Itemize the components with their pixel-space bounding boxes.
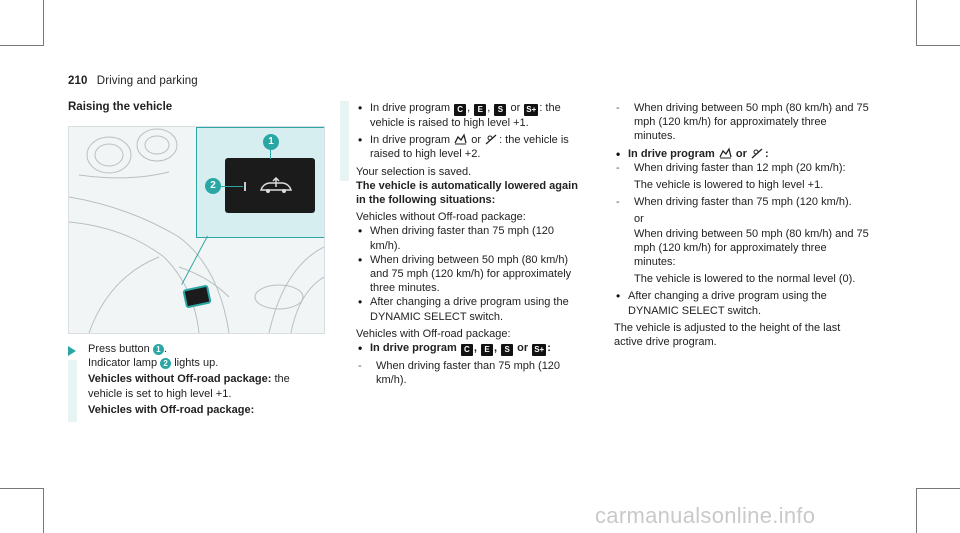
with-package-label: Vehicles with Off-road package: <box>88 403 255 416</box>
section-title: Raising the vehicle <box>68 101 173 113</box>
crop-mark <box>0 488 44 489</box>
indicator-line <box>88 356 318 370</box>
bullet-or: or <box>471 134 481 147</box>
step-press-button <box>88 342 318 356</box>
saved-note: Your selection is saved. <box>356 165 472 178</box>
key-s-icon: S <box>494 104 506 116</box>
dash-text: - When driving faster than 75 mph (120 km/h). <box>634 196 852 209</box>
indicator-suffix: lights up. <box>174 357 219 370</box>
without-package-note <box>88 372 318 400</box>
crop-mark <box>43 488 44 533</box>
key-e-icon: E <box>481 344 493 356</box>
dash-item: - When driving between 50 mph (80 km/h) and 75 mph (120 km/h) for approximately three minutes. <box>614 101 869 144</box>
crop-mark <box>916 0 917 46</box>
running-header <box>68 75 198 87</box>
bullet-text: In drive program <box>370 102 451 114</box>
list-item: • After changing a drive program using the DYNAMIC SELECT switch. <box>356 295 586 323</box>
key-e-icon: E <box>474 104 486 116</box>
column-3 <box>614 101 869 349</box>
detail-inset <box>196 127 325 238</box>
step-arrow-icon <box>68 346 76 356</box>
callout-1-leader <box>270 150 271 159</box>
dash-more: When driving between 50 mph (80 km/h) and 75 mph (120 km/h) for approximately three minutes: <box>634 227 869 269</box>
callout-1: 1 <box>263 134 279 150</box>
bullet-or: or <box>510 102 521 114</box>
incline-program-icon <box>485 133 498 145</box>
bullet-suffix: : the vehicle is raised to high level +2. <box>370 134 569 161</box>
column-2 <box>356 101 586 387</box>
dash-item <box>614 161 869 192</box>
column-1 <box>88 342 318 417</box>
key-s-plus-icon: S+ <box>526 105 537 114</box>
dash-note: The vehicle is lowered to the normal level (0). <box>634 273 856 286</box>
step-text: Press button <box>88 343 150 355</box>
callout-2-leader <box>221 186 243 187</box>
indicator-text: Indicator lamp <box>88 357 158 370</box>
text-bar <box>340 101 349 181</box>
without-package-label: Vehicles without Off-road package: <box>88 373 272 386</box>
page-number: 210 <box>68 75 88 87</box>
dash-or: or <box>634 213 644 226</box>
dash-item <box>614 195 869 286</box>
callout-ref-1: 1 <box>153 344 164 355</box>
callout-ref-2: 2 <box>160 358 171 369</box>
incline-program-icon <box>751 147 764 159</box>
dash-item: - When driving faster than 75 mph (120 km/h). <box>356 359 586 387</box>
bullet-text: In drive program <box>370 342 457 355</box>
crop-mark <box>0 45 44 46</box>
callout-2: 2 <box>205 178 221 194</box>
bullet-text: In drive program <box>628 147 715 160</box>
bullet-suffix: : the vehicle is raised to high level +1. <box>370 102 561 129</box>
text-bar <box>68 360 77 422</box>
bullet-or: or <box>735 147 747 160</box>
auto-lower-title: The vehicle is automatically lowered again in the following situations: <box>356 179 578 207</box>
vehicle-console-illustration <box>68 126 325 334</box>
key-s-icon: S <box>501 344 513 356</box>
bullet-colon: : <box>764 147 769 160</box>
bullet-colon: : <box>547 342 551 355</box>
without-package-text: the vehicle is set to high level +1. <box>88 373 290 400</box>
final-note: The vehicle is adjusted to the height of the last active drive program. <box>614 321 841 349</box>
header-section: Driving and parking <box>96 75 198 87</box>
key-c-icon: C <box>461 344 473 356</box>
list-item: • After changing a drive program using the DYNAMIC SELECT switch. <box>614 289 869 317</box>
list-item: • When driving faster than 75 mph (120 km/h). <box>356 224 586 252</box>
watermark: carmanualsonline.info <box>595 503 816 528</box>
indicator-lamp <box>244 182 246 191</box>
step-period: . <box>163 343 167 355</box>
key-s-plus-icon: S+ <box>534 345 545 355</box>
crop-mark <box>43 0 44 46</box>
dash-note: The vehicle is lowered to high level +1. <box>634 179 824 192</box>
crop-mark <box>916 488 917 533</box>
bullet-or: or <box>517 342 529 355</box>
list-item: • In drive program C , E , S or S+ : the vehicle is raised to high level +1. <box>356 101 586 130</box>
key-c-icon: C <box>454 104 466 116</box>
offroad-program-icon <box>454 133 467 145</box>
list-item: • When driving between 50 mph (80 km/h) and 75 mph (120 km/h) for approximately three minutes. <box>356 253 586 296</box>
without-package-heading: Vehicles without Off-road package: <box>356 211 526 224</box>
crop-mark <box>916 488 960 489</box>
list-item <box>614 147 869 161</box>
vehicle-level-icon <box>259 177 293 195</box>
crop-mark <box>916 45 960 46</box>
offroad-program-icon <box>719 147 732 159</box>
dash-text: - When driving faster than 12 mph (20 km/h): <box>634 161 846 174</box>
list-item: • In drive program C , E , S or S+ : <box>356 341 586 356</box>
list-item <box>356 133 586 161</box>
with-package-heading: Vehicles with Off-road package: <box>356 327 511 340</box>
bullet-text: In drive program <box>370 134 451 147</box>
